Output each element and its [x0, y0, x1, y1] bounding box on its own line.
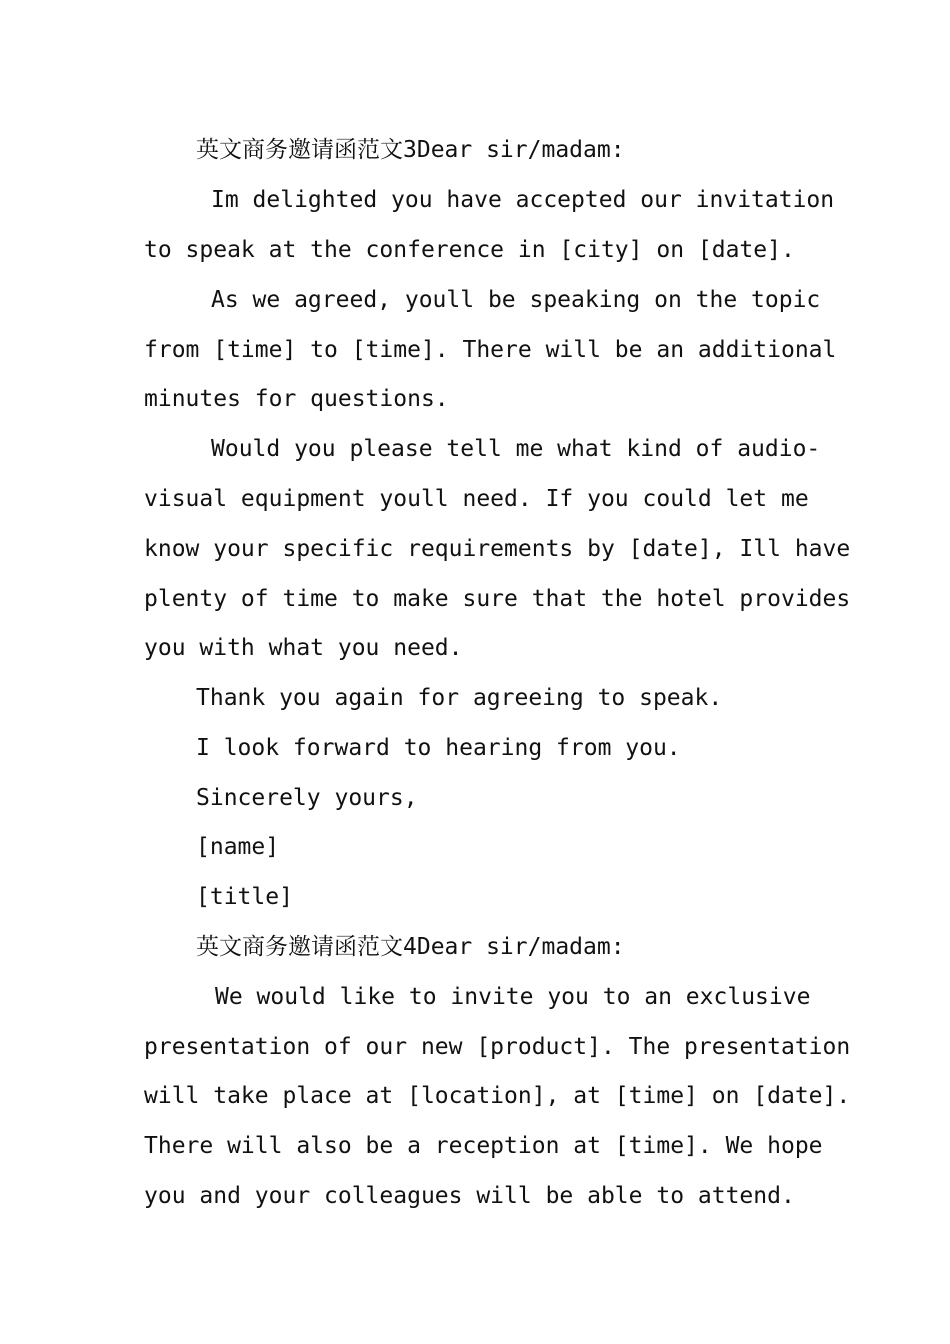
letter4-heading-greeting: 4Dear sir/madam: — [403, 934, 625, 960]
letter3-thanks: Thank you again for agreeing to speak. — [196, 685, 723, 711]
letter4-para1-line4: There will also be a reception at [time]. We hope — [144, 1133, 823, 1159]
letter3-para1-line1: Im delighted you have accepted our invitation — [211, 187, 835, 213]
letter3-para2-line3: minutes for questions. — [144, 386, 449, 412]
letter3-para3-line3: know your specific requirements by [date], Ill have — [144, 536, 851, 562]
letter4-para1-line3: will take place at [location], at [time] on [date]. — [144, 1083, 851, 1109]
letter4-para1-line2: presentation of our new [product]. The presentation — [144, 1034, 851, 1060]
letter4-heading-cn: 英文商务邀请函范文 — [196, 934, 403, 960]
letter3-para1-line2: to speak at the conference in [city] on [date]. — [144, 237, 795, 263]
letter4-para1-line1: We would like to invite you to an exclusive — [215, 984, 811, 1010]
letter3-para3-line1: Would you please tell me what kind of audio- — [211, 436, 821, 462]
letter3-para3-line5: you with what you need. — [144, 635, 463, 661]
letter3-forward: I look forward to hearing from you. — [196, 735, 681, 761]
letter4-heading — [196, 932, 625, 962]
letter3-heading-greeting: 3Dear sir/madam: — [403, 137, 625, 163]
letter3-para3-line4: plenty of time to make sure that the hotel provides — [144, 586, 851, 612]
letter3-title: [title] — [196, 884, 293, 910]
letter4-para1-line5: you and your colleagues will be able to attend. — [144, 1183, 795, 1209]
letter3-para2-line1: As we agreed, youll be speaking on the topic — [211, 287, 821, 313]
letter3-heading-cn: 英文商务邀请函范文 — [196, 137, 403, 163]
letter3-heading — [196, 135, 625, 165]
letter3-name: [name] — [196, 834, 280, 860]
letter3-para3-line2: visual equipment youll need. If you could let me — [144, 486, 809, 512]
letter3-closing: Sincerely yours, — [196, 785, 418, 811]
letter3-para2-line2: from [time] to [time]. There will be an additional — [144, 337, 837, 363]
